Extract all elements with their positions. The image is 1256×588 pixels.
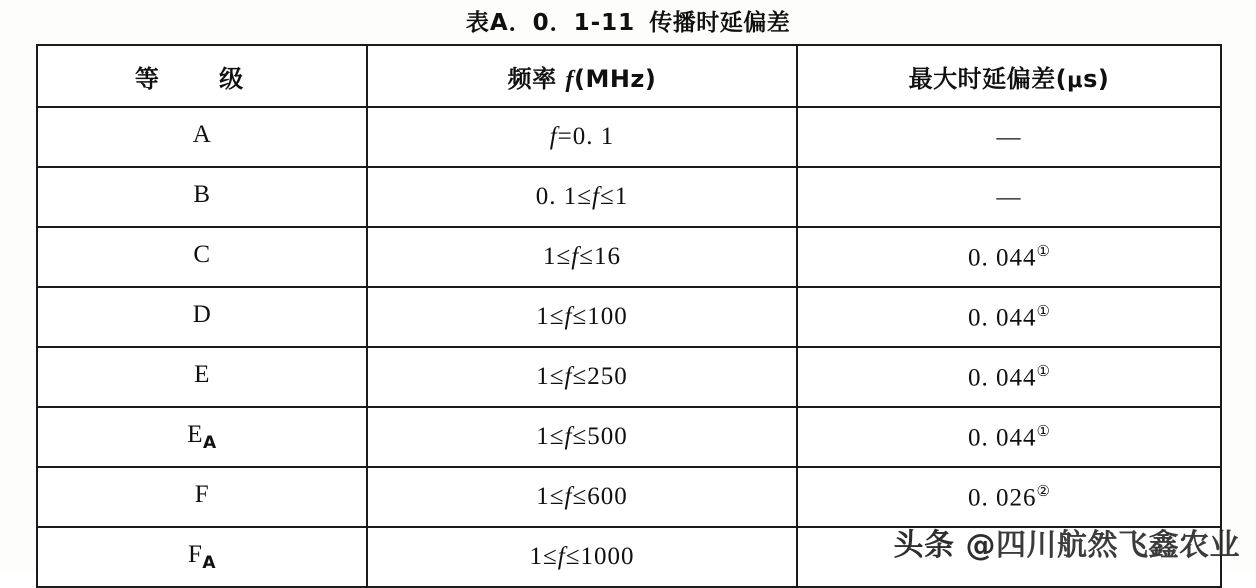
cell-max-delay bbox=[797, 347, 1221, 407]
freq-variable: f bbox=[564, 483, 573, 510]
delay-value: — bbox=[996, 124, 1022, 151]
cell-frequency bbox=[367, 167, 797, 227]
freq-expression: ≤16 bbox=[579, 243, 621, 270]
cell-frequency bbox=[367, 107, 797, 167]
delay-value: 0. 044 bbox=[968, 244, 1037, 272]
cell-frequency bbox=[367, 287, 797, 347]
caption-number: 表A．0．1-11 bbox=[465, 10, 636, 36]
freq-prefix: 1≤ bbox=[536, 303, 565, 330]
grade-subscript: A bbox=[202, 553, 217, 573]
table-row bbox=[37, 287, 1221, 347]
freq-prefix: 1≤ bbox=[536, 423, 565, 450]
freq-variable: f bbox=[549, 123, 558, 150]
delay-value: 0. 044 bbox=[968, 424, 1037, 452]
freq-variable: f bbox=[557, 543, 566, 570]
freq-expression: ≤600 bbox=[572, 483, 628, 510]
cell-grade bbox=[37, 527, 367, 587]
table-header-row bbox=[37, 45, 1221, 107]
table-row bbox=[37, 167, 1221, 227]
header-delay-prefix: 最大时延偏差( bbox=[908, 64, 1068, 93]
header-frequency-prefix: 频率 bbox=[507, 64, 566, 93]
header-grade-label: 等 级 bbox=[134, 64, 270, 93]
cell-frequency bbox=[367, 407, 797, 467]
cell-frequency bbox=[367, 527, 797, 587]
header-delay-suffix: s) bbox=[1083, 64, 1110, 93]
header-frequency-variable: f bbox=[565, 66, 574, 93]
table-row bbox=[37, 227, 1221, 287]
freq-expression: ≤1000 bbox=[565, 543, 635, 570]
freq-prefix: 1≤ bbox=[536, 363, 565, 390]
watermark-prefix: 头条 @ bbox=[893, 528, 996, 563]
grade-label: D bbox=[192, 301, 212, 328]
cell-grade bbox=[37, 167, 367, 227]
header-delay-unit: μ bbox=[1067, 67, 1084, 92]
table-row bbox=[37, 347, 1221, 407]
grade-label: F bbox=[187, 541, 203, 568]
delay-note-marker: ① bbox=[1036, 423, 1050, 440]
cell-frequency bbox=[367, 467, 797, 527]
freq-variable: f bbox=[564, 423, 573, 450]
grade-label: F bbox=[194, 481, 210, 508]
table-row bbox=[37, 467, 1221, 527]
delay-value: 0. 026 bbox=[968, 484, 1037, 512]
cell-grade bbox=[37, 227, 367, 287]
freq-expression: ≤100 bbox=[572, 303, 628, 330]
cell-grade bbox=[37, 107, 367, 167]
table-row bbox=[37, 107, 1221, 167]
table-row bbox=[37, 407, 1221, 467]
grade-label: A bbox=[192, 121, 212, 148]
cell-max-delay bbox=[797, 467, 1221, 527]
cell-grade bbox=[37, 287, 367, 347]
cell-max-delay bbox=[797, 287, 1221, 347]
delay-value: — bbox=[996, 184, 1022, 211]
grade-label: E bbox=[187, 421, 204, 448]
freq-prefix: 1≤ bbox=[543, 243, 572, 270]
grade-label: E bbox=[194, 361, 210, 388]
watermark bbox=[894, 520, 1240, 564]
cell-max-delay bbox=[797, 107, 1221, 167]
header-frequency bbox=[367, 45, 797, 107]
grade-label: B bbox=[193, 181, 211, 208]
cell-max-delay bbox=[797, 167, 1221, 227]
header-frequency-unit: (MHz) bbox=[573, 64, 657, 93]
delay-value: 0. 044 bbox=[968, 364, 1037, 392]
grade-subscript: A bbox=[203, 433, 217, 453]
watermark-name: 四川航然飞鑫农业 bbox=[996, 528, 1240, 563]
cell-grade bbox=[37, 407, 367, 467]
delay-note-marker: ① bbox=[1036, 303, 1050, 320]
header-max-delay bbox=[797, 45, 1221, 107]
propagation-delay-table bbox=[36, 44, 1222, 588]
cell-max-delay bbox=[797, 407, 1221, 467]
freq-variable: f bbox=[571, 243, 580, 270]
delay-note-marker: ① bbox=[1036, 363, 1050, 380]
cell-frequency bbox=[367, 347, 797, 407]
freq-expression: ≤250 bbox=[572, 363, 628, 390]
table-caption bbox=[0, 4, 1256, 37]
grade-label: C bbox=[193, 241, 211, 268]
cell-max-delay bbox=[797, 227, 1221, 287]
delay-note-marker: ② bbox=[1036, 483, 1050, 500]
freq-expression: ≤1 bbox=[599, 183, 629, 210]
freq-prefix: 1≤ bbox=[529, 543, 558, 570]
cell-grade bbox=[37, 467, 367, 527]
freq-prefix: 1≤ bbox=[536, 483, 565, 510]
freq-expression: =0. 1 bbox=[557, 123, 615, 150]
header-grade bbox=[37, 45, 367, 107]
freq-prefix: 0. 1≤ bbox=[535, 183, 593, 210]
freq-expression: ≤500 bbox=[572, 423, 628, 450]
freq-variable: f bbox=[564, 363, 573, 390]
delay-value: 0. 044 bbox=[968, 304, 1037, 332]
caption-title: 传播时延偏差 bbox=[649, 10, 791, 36]
cell-grade bbox=[37, 347, 367, 407]
freq-variable: f bbox=[564, 303, 573, 330]
freq-variable: f bbox=[592, 183, 600, 210]
cell-frequency bbox=[367, 227, 797, 287]
delay-note-marker: ① bbox=[1036, 243, 1050, 260]
